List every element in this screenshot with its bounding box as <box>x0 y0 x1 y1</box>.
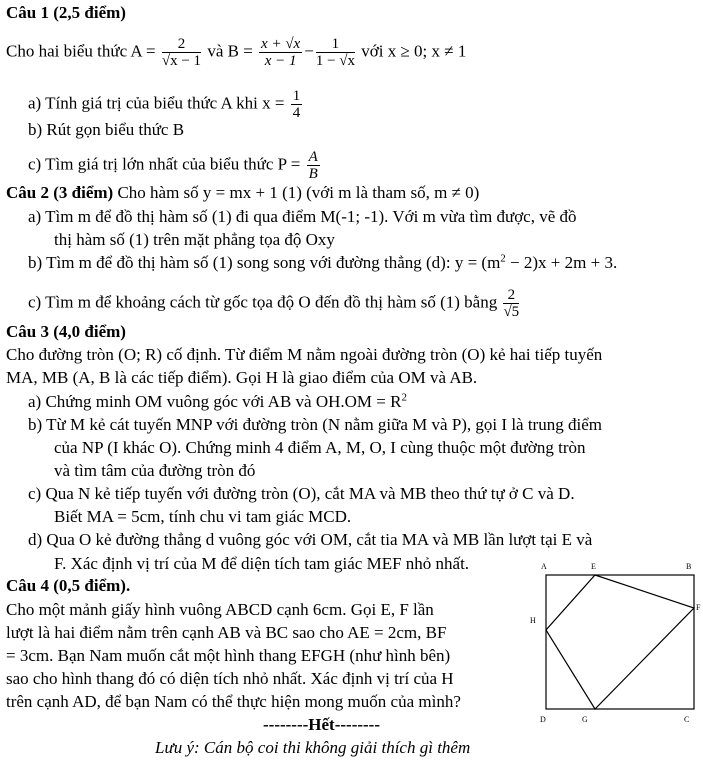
fraction-B2 <box>316 36 355 69</box>
frac-den: √x − 1 <box>161 53 202 69</box>
label-f: F <box>696 603 701 612</box>
q1-and-b: và B = <box>207 41 253 61</box>
frac-num: A <box>308 149 318 165</box>
exponent: 2 <box>401 391 407 404</box>
exponent: 2 <box>500 252 506 265</box>
q3-part-a <box>28 392 407 412</box>
q4-line5: trên cạnh AD, để bạn Nam có thể thực hiện mong muốn của mình? <box>6 692 461 711</box>
fraction-A-over-B <box>307 149 320 182</box>
q1-part-c <box>28 149 322 182</box>
frac-den: B <box>308 166 318 182</box>
frac-den: 4 <box>292 105 301 121</box>
q2-part-a-line2: thị hàm số (1) trên mặt phẳng tọa độ Oxy <box>54 230 335 249</box>
q1-part-b: b) Rút gọn biểu thức B <box>28 120 185 139</box>
label-a: A <box>541 562 547 571</box>
q3-intro-line1: Cho đường tròn (O; R) cố định. Từ điểm M nằm ngoài đường tròn (O) kẻ hai tiếp tuyến <box>6 345 603 364</box>
frac-num: 1 <box>316 36 355 53</box>
q1-intro <box>6 36 466 69</box>
q1-part-a <box>28 88 304 121</box>
q2-b-text: b) Tìm m để đồ thị hàm số (1) song song với đường thẳng (d): y = (m <box>28 253 501 272</box>
frac-den: √5 <box>503 304 520 320</box>
q4-line1: Cho một mảnh giấy hình vuông ABCD cạnh 6cm. Gọi E, F lần <box>6 600 434 619</box>
q2-c-text: c) Tìm m để khoảng cách từ gốc tọa độ O đến đồ thị hàm số (1) bằng <box>28 292 498 312</box>
fraction-B1 <box>259 36 302 69</box>
frac-num: 2 <box>503 287 519 304</box>
minus-sign: − <box>304 41 314 61</box>
footer-note: Lưu ý: Cán bộ coi thi không giải thích gì thêm <box>155 738 471 757</box>
q2-part-b <box>28 253 617 273</box>
label-h: H <box>530 616 536 625</box>
q3-a-text: a) Chứng minh OM vuông góc với AB và OH.OM = R <box>28 392 402 411</box>
fraction-quarter <box>291 88 303 121</box>
q3-part-b-line2: của NP (I khác O). Chứng minh 4 điểm A, M, O, I cùng thuộc một đường tròn <box>54 438 586 457</box>
frac-num: 2 <box>162 36 201 53</box>
q2-part-c <box>28 287 521 320</box>
q2-heading: Câu 2 (3 điểm) <box>6 183 114 202</box>
end-marker: --------Hết-------- <box>263 715 381 734</box>
q1-intro-text: Cho hai biểu thức A = <box>6 41 156 61</box>
frac-num: 1 <box>292 88 301 104</box>
q3-intro-line2: MA, MB (A, B là các tiếp điểm). Gọi H là giao điểm của OM và AB. <box>6 368 478 387</box>
frac-num: x + √x <box>261 36 301 52</box>
q3-part-b-line1: b) Từ M kẻ cát tuyến MNP với đường tròn (N nằm giữa M và P), gọi I là trung điểm <box>28 415 602 434</box>
q1-a-text: a) Tính giá trị của biểu thức A khi x = <box>28 93 285 113</box>
frac-den: x − 1 <box>264 53 297 69</box>
fraction-A <box>162 36 201 69</box>
square-trapezoid-figure <box>526 560 701 730</box>
q3-part-c-line1: c) Qua N kẻ tiếp tuyến với đường tròn (O), cắt MA và MB theo thứ tự ở C và D. <box>28 484 575 503</box>
q4-heading: Câu 4 (0,5 điểm). <box>6 576 131 595</box>
q3-heading: Câu 3 (4,0 điểm) <box>6 322 126 341</box>
q2-intro: Cho hàm số y = mx + 1 (1) (với m là tham số, m ≠ 0) <box>117 183 480 202</box>
q1-heading: Câu 1 (2,5 điểm) <box>6 3 126 22</box>
q2-part-a-line1: a) Tìm m để đồ thị hàm số (1) đi qua điểm M(-1; -1). Với m vừa tìm được, vẽ đồ <box>28 207 577 226</box>
fraction-2-over-sqrt5 <box>503 287 519 320</box>
label-e: E <box>591 562 596 571</box>
trapezoid-efgh <box>546 575 694 709</box>
q3-part-c-line2: Biết MA = 5cm, tính chu vi tam giác MCD. <box>54 507 352 526</box>
frac-den: 1 − √x <box>315 53 356 69</box>
label-g: G <box>582 715 588 724</box>
q3-part-d-line2: F. Xác định vị trí của M để diện tích tam giác MEF nhỏ nhất. <box>54 554 470 573</box>
q4-line3: = 3cm. Bạn Nam muốn cắt một hình thang EFGH (như hình bên) <box>6 646 451 665</box>
q2-b-tail: − 2)x + 2m + 3. <box>505 253 618 272</box>
q4-line4: sao cho hình thang đó có diện tích nhỏ nhất. Xác định vị trí của H <box>6 669 454 688</box>
q2-intro-line <box>6 183 479 203</box>
label-b: B <box>686 562 692 571</box>
q1-condition: với x ≥ 0; x ≠ 1 <box>361 41 467 61</box>
label-d: D <box>540 715 546 724</box>
q3-part-d-line1: d) Qua O kẻ đường thẳng d vuông góc với OM, cắt tia MA và MB lần lượt tại E và <box>28 530 593 549</box>
q4-line2: lượt là hai điểm nằm trên cạnh AB và BC sao cho AE = 2cm, BF <box>6 623 447 642</box>
square-abcd <box>546 575 694 709</box>
q1-c-text: c) Tìm giá trị lớn nhất của biểu thức P = <box>28 154 301 174</box>
q3-part-b-line3: và tìm tâm của đường tròn đó <box>54 461 256 480</box>
label-c: C <box>684 715 690 724</box>
